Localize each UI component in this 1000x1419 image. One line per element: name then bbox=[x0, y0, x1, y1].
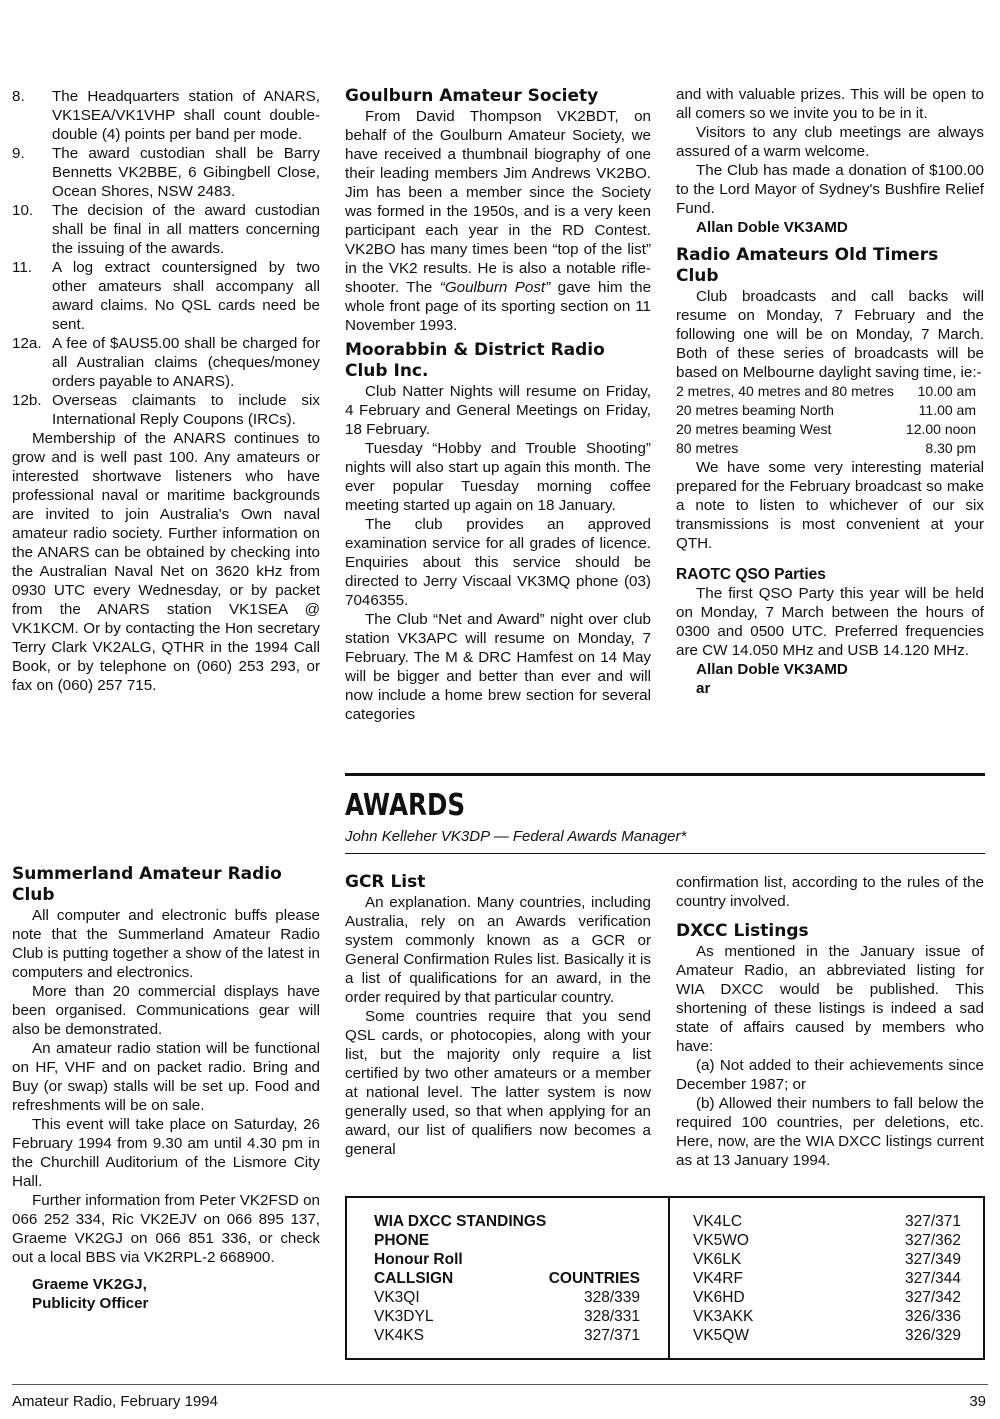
rule-item: 12b. Overseas claimants to include six International Reply Coupons (IRCs). bbox=[12, 392, 320, 428]
table-row: 2 metres, 40 metres and 80 metres 10.00 am bbox=[676, 383, 976, 399]
table-row: 20 metres beaming West 12.00 noon bbox=[676, 421, 976, 437]
moorabbin-continued-paragraph: and with valuable prizes. This will be open to all comers so we invite you to be in it. bbox=[676, 86, 984, 122]
standings-mode: PHONE bbox=[374, 1232, 430, 1249]
gcr-continued-paragraph: confirmation list, according to the rules of the country involved. bbox=[676, 874, 984, 910]
moorabbin-continued-paragraph: The Club has made a donation of $100.00 to the Lord Mayor of Sydney's Bushfire Relief Fund. bbox=[676, 162, 984, 217]
dxcc-paragraph: (b) Allowed their numbers to fall below the required 100 countries, per deletions, etc. Here, now, are the WIA DXCC listings current as at 13 January 1994. bbox=[676, 1095, 984, 1169]
left-column bbox=[12, 87, 320, 695]
awards-bottom-rule bbox=[345, 853, 985, 854]
moorabbin-paragraph: The Club “Net and Award” night over club station VK3APC will resume on Monday, 7 February. The M & DRC Hamfest on 14 May will be bigger and better than ever and will now include a home brew section for several categories bbox=[345, 611, 651, 723]
gcr-paragraph: An explanation. Many countries, including Australia, rely on an Awards verification system commonly known as a GCR or General Confirmation Rules list. Basically it is a list of qualifications for an award, in the order required by that particular country. bbox=[345, 894, 651, 1006]
moorabbin-paragraph: Tuesday “Hobby and Trouble Shooting” nights will also start up again this month. The ever popular Tuesday morning coffee meeting started up again on 18 January. bbox=[345, 440, 651, 514]
table-row: VK4LC 327/371 bbox=[693, 1213, 961, 1230]
broadcast-schedule-table bbox=[676, 382, 984, 458]
anars-membership-paragraph: Membership of the ANARS continues to grow and is well past 100. Any amateurs or interested shortwave listeners who have professional naval or maritime backgrounds are invited to join Australia's Own naval amateur radio society. Further information on the ANARS can be obtained by checking into the Australian Naval Net on 3620 kHz from 0930 UTC every Wednesday, or by packet from the ANARS station VK1SEA @ VK1KCM. Or by contacting the Hon secretary Terry Clark VK2ALG, QTHR in the 1994 Call Book, or by telephone on (060) 253 293, or fax on (060) 257 715. bbox=[12, 430, 320, 694]
table-row: VK4RF 327/344 bbox=[693, 1270, 961, 1287]
summerland-paragraph: An amateur radio station will be functional on HF, VHF and on packet radio. Bring and Buy (or swap) stalls will be set up. Food and refreshments will be on sale. bbox=[12, 1040, 320, 1114]
table-row: VK5WO 327/362 bbox=[693, 1232, 961, 1249]
rule-item: 8. The Headquarters station of ANARS, VK1SEA/VK1VHP shall count double-double (4) points per band per mode. bbox=[12, 88, 320, 143]
award-rules-list bbox=[12, 87, 320, 429]
dxcc-standings-box bbox=[345, 1196, 985, 1360]
standings-section: Honour Roll bbox=[374, 1251, 463, 1268]
raotc-paragraph: We have some very interesting material prepared for the February broadcast so make a note to listen to whichever of our six transmissions is most convenient at your QTH. bbox=[676, 459, 984, 552]
qso-parties-heading: RAOTC QSO Parties bbox=[676, 566, 826, 583]
callsign-column-header: CALLSIGN bbox=[374, 1270, 454, 1287]
rule-item: 10. The decision of the award custodian shall be final in all matters concerning the issuing of the awards. bbox=[12, 202, 320, 257]
summerland-paragraph: Further information from Peter VK2FSD on 066 252 334, Ric VK2EJV on 066 895 137, Graeme VK2GJ on 066 851 336, or check out a local BBS via VK2RPL-2 668900. bbox=[12, 1192, 320, 1266]
gcr-article bbox=[345, 872, 651, 1159]
dxcc-paragraph: As mentioned in the January issue of Amateur Radio, an abbreviated listing for WIA DXCC would be published. This shortening of these listings is indeed a sad state of affairs caused by members who have: bbox=[676, 943, 984, 1055]
moorabbin-paragraph: The club provides an approved examination service for all grades of licence. Enquiries about this service should be directed to Jerry Viscaal VK3MQ phone (03) 7046355. bbox=[345, 516, 651, 609]
middle-column bbox=[345, 86, 651, 724]
summerland-article bbox=[12, 864, 320, 1313]
table-row: 80 metres 8.30 pm bbox=[676, 440, 976, 456]
awards-title: AWARDS bbox=[345, 788, 466, 823]
qso-signature: Allan Doble VK3AMD bbox=[696, 661, 848, 678]
moorabbin-paragraph: Club Natter Nights will resume on Friday, 4 February and General Meetings on Friday, 18 February. bbox=[345, 383, 651, 438]
moorabbin-signature: Allan Doble VK3AMD bbox=[696, 219, 848, 236]
table-row: VK3AKK 326/336 bbox=[693, 1308, 961, 1325]
article-end-mark: ar bbox=[696, 680, 711, 697]
raotc-paragraph: Club broadcasts and call backs will resume on Monday, 7 February and the following one will be on Monday, 7 March. Both of these series of broadcasts will be based on Melbourne daylight saving time, ie:- bbox=[676, 288, 984, 381]
summerland-heading: Summerland Amateur Radio Club bbox=[12, 864, 282, 905]
table-row: VK6LK 327/349 bbox=[693, 1251, 961, 1268]
goulburn-heading: Goulburn Amateur Society bbox=[345, 86, 599, 106]
goulburn-paragraph: From David Thompson VK2BDT, on behalf of the Goulburn Amateur Society, we have received a thumbnail biography of one their leading members Jim Andrews VK2BO. Jim has been a member since the Society was formed in the 1950s, and is a very keen participant each year in the RD Contest. VK2BO has many times been “top of the list” in the VK2 results. He is also a notable rifle-shooter. The “Goulburn Post” gave him the whole front page of its sporting section on 11 November 1993. bbox=[345, 108, 652, 334]
summerland-paragraph: All computer and electronic buffs please note that the Summerland Amateur Radio Club is putting together a show of the latest in computers and electronics. bbox=[12, 907, 320, 981]
table-row: VK5QW 326/329 bbox=[693, 1327, 961, 1344]
right-column bbox=[676, 85, 984, 698]
summerland-paragraph: This event will take place on Saturday, 26 February 1994 from 9.30 am until 4.30 pm in the Churchill Auditorium of the Lismore City Hall. bbox=[12, 1116, 320, 1190]
dxcc-paragraph: (a) Not added to their achievements since December 1987; or bbox=[676, 1057, 984, 1093]
countries-column-header: COUNTRIES bbox=[548, 1270, 640, 1287]
summerland-signature-name: Graeme VK2GJ, bbox=[32, 1276, 147, 1293]
table-row: 20 metres beaming North 11.00 am bbox=[676, 402, 976, 418]
moorabbin-heading: Moorabbin & District Radio Club Inc. bbox=[345, 340, 605, 381]
awards-top-rule bbox=[345, 773, 985, 776]
page-number: 39 bbox=[969, 1393, 986, 1410]
standings-title: WIA DXCC STANDINGS bbox=[374, 1213, 547, 1230]
footer-rule bbox=[12, 1384, 988, 1385]
publication-footer: Amateur Radio, February 1994 bbox=[12, 1393, 218, 1410]
table-row: VK6HD 327/342 bbox=[693, 1289, 961, 1306]
moorabbin-continued-paragraph: Visitors to any club meetings are always assured of a warm welcome. bbox=[676, 124, 984, 160]
standings-header-row bbox=[374, 1269, 640, 1288]
rule-item: 12a. A fee of $AUS5.00 shall be charged for all Australian claims (cheques/money orders payable to ANARS). bbox=[12, 335, 320, 390]
qso-parties-paragraph: The first QSO Party this year will be held on Monday, 7 March between the hours of 0300 and 0500 UTC. Preferred frequencies are CW 14.050 MHz and USB 14.120 MHz. bbox=[676, 585, 984, 659]
awards-byline: John Kelleher VK3DP — Federal Awards Manager* bbox=[345, 828, 687, 845]
gcr-paragraph: Some countries require that you send QSL cards, or photocopies, along with your list, but the majority only require a list certified by two other amateurs or a member at national level. The latter system is now generally used, so that when applying for an award, our list of qualifiers now becomes a general bbox=[345, 1008, 651, 1158]
standings-left-panel bbox=[374, 1212, 640, 1345]
table-row: VK3DYL 328/331 bbox=[374, 1308, 640, 1325]
standings-divider bbox=[668, 1198, 670, 1358]
dxcc-article bbox=[676, 873, 984, 1170]
standings-right-panel bbox=[693, 1212, 961, 1345]
summerland-signature-title: Publicity Officer bbox=[32, 1295, 149, 1312]
summerland-paragraph: More than 20 commercial displays have been organised. Communications gear will also be demonstrated. bbox=[12, 983, 320, 1038]
gcr-heading: GCR List bbox=[345, 872, 426, 892]
rule-item: 11. A log extract countersigned by two other amateurs shall accompany all award claims. No QSL cards need be sent. bbox=[12, 259, 320, 333]
table-row: VK4KS 327/371 bbox=[374, 1327, 640, 1344]
raotc-heading: Radio Amateurs Old Timers Club bbox=[676, 245, 939, 286]
dxcc-heading: DXCC Listings bbox=[676, 921, 809, 941]
table-row: VK3QI 328/339 bbox=[374, 1289, 640, 1306]
rule-item: 9. The award custodian shall be Barry Bennetts VK2BBE, 6 Gibingbell Close, Ocean Shores, NSW 2483. bbox=[12, 145, 320, 200]
